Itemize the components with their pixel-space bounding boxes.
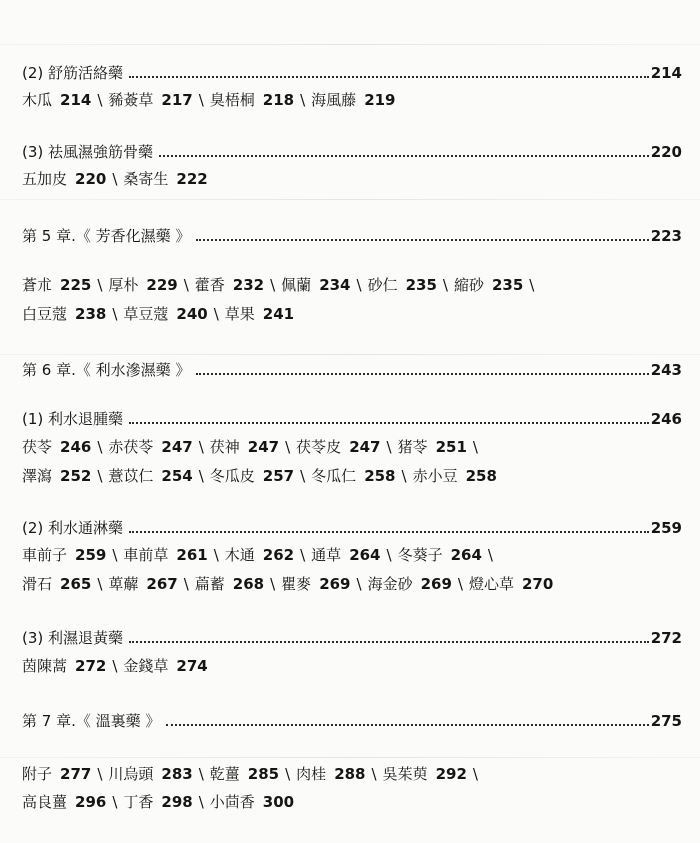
bleed-through-line xyxy=(0,199,700,200)
herb-name: 茵陳蒿 xyxy=(22,657,68,675)
herb-name: 乾薑 xyxy=(209,765,240,783)
herb-page-number: 270 xyxy=(521,575,554,593)
bleed-through-line xyxy=(0,757,700,758)
herb-page-number: 225 xyxy=(60,276,92,294)
herb-name: 桑寄生 xyxy=(123,170,169,188)
entry-separator: \ xyxy=(198,91,204,109)
section-page-number: 272 xyxy=(650,629,682,647)
herb-list-line xyxy=(22,764,682,784)
entry-separator: \ xyxy=(442,276,448,294)
entry-separator: \ xyxy=(112,546,118,564)
chapter-heading[interactable] xyxy=(22,711,682,731)
herb-page-number: 251 xyxy=(435,438,467,456)
herb-name: 小茴香 xyxy=(209,793,255,811)
herb-name: 川烏頭 xyxy=(108,765,154,783)
herb-entry[interactable] xyxy=(22,546,106,564)
herb-page-number: 261 xyxy=(176,546,208,564)
herb-name: 砂仁 xyxy=(367,276,398,294)
herb-entry[interactable] xyxy=(123,793,192,811)
chapter-title: 第 7 章.《 溫裏藥 》 xyxy=(22,712,161,730)
herb-page-number: 257 xyxy=(262,467,295,485)
herb-entry[interactable] xyxy=(108,575,177,593)
herb-list-line xyxy=(22,466,682,486)
herb-name: 冬瓜仁 xyxy=(311,467,357,485)
herb-page-number: 264 xyxy=(450,546,482,564)
entry-separator: \ xyxy=(529,276,535,294)
herb-name: 草豆蔻 xyxy=(123,305,169,323)
herb-entry[interactable] xyxy=(368,276,437,294)
herb-entry[interactable] xyxy=(108,467,192,485)
entry-separator: \ xyxy=(112,657,118,675)
herb-page-number: 222 xyxy=(176,170,208,188)
herb-page-number: 272 xyxy=(75,657,107,675)
herb-name: 縮砂 xyxy=(453,276,484,294)
entry-separator: \ xyxy=(386,438,392,456)
herb-entry[interactable] xyxy=(383,765,467,783)
herb-entry[interactable] xyxy=(413,467,497,485)
entry-separator: \ xyxy=(487,546,493,564)
entry-separator: \ xyxy=(285,438,291,456)
herb-name: 高良薑 xyxy=(22,793,68,811)
entry-separator: \ xyxy=(300,91,306,109)
herb-page-number: 292 xyxy=(435,765,467,783)
herb-page-number: 268 xyxy=(232,575,265,593)
herb-name: 赤茯苓 xyxy=(108,438,154,456)
herb-entry[interactable] xyxy=(454,276,523,294)
herb-entry[interactable] xyxy=(123,170,207,188)
herb-page-number: 247 xyxy=(161,438,193,456)
herb-entry[interactable] xyxy=(22,170,106,188)
entry-separator: \ xyxy=(97,276,103,294)
leader-dots xyxy=(129,76,649,78)
herb-name: 蒼朮 xyxy=(22,276,53,294)
herb-name: 木瓜 xyxy=(22,91,53,109)
herb-entry[interactable] xyxy=(281,575,350,593)
herb-list-line xyxy=(22,656,682,676)
entry-separator: \ xyxy=(270,575,276,593)
herb-name: 車前子 xyxy=(22,546,68,564)
herb-page-number: 235 xyxy=(405,276,437,294)
herb-entry[interactable] xyxy=(296,438,380,456)
entry-separator: \ xyxy=(356,575,362,593)
herb-name: 萹蓄 xyxy=(194,575,225,593)
herb-entry[interactable] xyxy=(22,793,106,811)
section-title: (2) 舒筋活絡藥 xyxy=(22,64,124,82)
section-title: (3) 祛風濕強筋骨藥 xyxy=(22,143,154,161)
herb-name: 赤小豆 xyxy=(412,467,458,485)
leader-dots xyxy=(159,155,649,157)
chapter-page-number: 275 xyxy=(650,712,682,730)
entry-separator: \ xyxy=(97,575,103,593)
chapter-title: 第 5 章.《 芳香化濕藥 》 xyxy=(22,227,191,245)
herb-entry[interactable] xyxy=(311,546,380,564)
entry-separator: \ xyxy=(472,438,478,456)
chapter-heading[interactable] xyxy=(22,360,682,380)
leader-dots xyxy=(129,422,649,424)
herb-page-number: 220 xyxy=(75,170,107,188)
entry-separator: \ xyxy=(183,575,189,593)
entry-separator: \ xyxy=(371,765,377,783)
entry-separator: \ xyxy=(457,575,463,593)
entry-separator: \ xyxy=(112,170,118,188)
herb-name: 澤瀉 xyxy=(22,467,53,485)
herb-entry[interactable] xyxy=(311,91,395,109)
herb-page-number: 283 xyxy=(161,765,193,783)
herb-page-number: 240 xyxy=(176,305,208,323)
herb-entry[interactable] xyxy=(210,467,294,485)
leader-dots xyxy=(166,724,648,726)
herb-page-number: 296 xyxy=(75,793,107,811)
herb-entry[interactable] xyxy=(108,91,192,109)
herb-name: 海風藤 xyxy=(311,91,357,109)
herb-entry[interactable] xyxy=(210,765,279,783)
herb-name: 茯苓皮 xyxy=(296,438,342,456)
herb-name: 木通 xyxy=(224,546,255,564)
bleed-through-line xyxy=(0,44,700,45)
leader-dots xyxy=(196,373,648,375)
herb-name: 薏苡仁 xyxy=(108,467,154,485)
entry-separator: \ xyxy=(112,305,118,323)
herb-name: 臭梧桐 xyxy=(209,91,255,109)
herb-page-number: 269 xyxy=(420,575,452,593)
entry-separator: \ xyxy=(97,438,103,456)
herb-page-number: 217 xyxy=(161,91,193,109)
entry-separator: \ xyxy=(300,467,306,485)
herb-name: 茯神 xyxy=(209,438,240,456)
herb-name: 厚朴 xyxy=(108,276,139,294)
herb-entry[interactable] xyxy=(108,438,192,456)
herb-page-number: 288 xyxy=(334,765,366,783)
herb-page-number: 247 xyxy=(349,438,381,456)
herb-page-number: 218 xyxy=(262,91,295,109)
entry-separator: \ xyxy=(213,546,219,564)
herb-name: 五加皮 xyxy=(22,170,68,188)
entry-separator: \ xyxy=(97,467,103,485)
chapter-page-number: 243 xyxy=(650,361,682,379)
herb-entry[interactable] xyxy=(398,546,482,564)
section-heading[interactable] xyxy=(22,518,682,538)
herb-name: 金錢草 xyxy=(123,657,169,675)
herb-name: 吳茱萸 xyxy=(382,765,428,783)
herb-name: 白豆蔻 xyxy=(22,305,68,323)
herb-entry[interactable] xyxy=(123,305,207,323)
herb-entry[interactable] xyxy=(22,467,91,485)
herb-name: 萆薢 xyxy=(108,575,139,593)
entry-separator: \ xyxy=(270,276,276,294)
entry-separator: \ xyxy=(401,467,407,485)
herb-name: 附子 xyxy=(22,765,53,783)
entry-separator: \ xyxy=(198,467,204,485)
herb-list-line xyxy=(22,792,682,812)
entry-separator: \ xyxy=(386,546,392,564)
section-title: (3) 利濕退黃藥 xyxy=(22,629,124,647)
entry-separator: \ xyxy=(97,765,103,783)
herb-list-line xyxy=(22,574,682,594)
entry-separator: \ xyxy=(472,765,478,783)
herb-entry[interactable] xyxy=(22,575,91,593)
herb-page-number: 298 xyxy=(161,793,193,811)
section-page-number: 246 xyxy=(650,410,682,428)
herb-name: 肉桂 xyxy=(296,765,327,783)
section-title: (1) 利水退腫藥 xyxy=(22,410,124,428)
herb-page-number: 238 xyxy=(75,305,107,323)
section-page-number: 214 xyxy=(650,64,682,82)
herb-name: 藿香 xyxy=(194,276,225,294)
section-heading[interactable] xyxy=(22,142,682,162)
herb-name: 草果 xyxy=(224,305,255,323)
herb-name: 冬瓜皮 xyxy=(209,467,255,485)
herb-list-line xyxy=(22,545,682,565)
entry-separator: \ xyxy=(112,793,118,811)
herb-name: 瞿麥 xyxy=(281,575,312,593)
herb-page-number: 277 xyxy=(60,765,92,783)
herb-page-number: 269 xyxy=(319,575,351,593)
herb-entry[interactable] xyxy=(368,575,452,593)
herb-entry[interactable] xyxy=(296,765,365,783)
herb-entry[interactable] xyxy=(22,276,91,294)
herb-entry[interactable] xyxy=(225,546,294,564)
herb-page-number: 252 xyxy=(60,467,92,485)
entry-separator: \ xyxy=(198,793,204,811)
herb-entry[interactable] xyxy=(195,575,264,593)
herb-page-number: 234 xyxy=(319,276,351,294)
herb-entry[interactable] xyxy=(123,657,207,675)
herb-page-number: 258 xyxy=(364,467,396,485)
herb-page-number: 274 xyxy=(176,657,208,675)
herb-entry[interactable] xyxy=(398,438,467,456)
herb-page-number: 246 xyxy=(60,438,92,456)
entry-separator: \ xyxy=(356,276,362,294)
section-page-number: 259 xyxy=(650,519,682,537)
entry-separator: \ xyxy=(300,546,306,564)
herb-entry[interactable] xyxy=(22,305,106,323)
herb-entry[interactable] xyxy=(22,765,91,783)
chapter-heading[interactable] xyxy=(22,226,682,246)
herb-name: 海金砂 xyxy=(367,575,413,593)
herb-page-number: 219 xyxy=(364,91,396,109)
herb-list-line xyxy=(22,275,682,295)
herb-page-number: 267 xyxy=(146,575,178,593)
herb-entry[interactable] xyxy=(225,305,294,323)
herb-page-number: 235 xyxy=(491,276,524,294)
section-title: (2) 利水通淋藥 xyxy=(22,519,124,537)
herb-entry[interactable] xyxy=(108,765,192,783)
herb-page-number: 254 xyxy=(161,467,193,485)
herb-list-line xyxy=(22,90,682,110)
herb-page-number: 285 xyxy=(247,765,280,783)
herb-entry[interactable] xyxy=(311,467,395,485)
herb-page-number: 264 xyxy=(349,546,381,564)
section-heading[interactable] xyxy=(22,628,682,648)
herb-name: 佩蘭 xyxy=(281,276,312,294)
herb-page-number: 262 xyxy=(262,546,295,564)
chapter-page-number: 223 xyxy=(650,227,682,245)
entry-separator: \ xyxy=(97,91,103,109)
herb-page-number: 300 xyxy=(262,793,295,811)
entry-separator: \ xyxy=(285,765,291,783)
herb-page-number: 229 xyxy=(146,276,178,294)
section-page-number: 220 xyxy=(650,143,682,161)
herb-entry[interactable] xyxy=(281,276,350,294)
herb-name: 冬葵子 xyxy=(397,546,443,564)
herb-list-line xyxy=(22,304,682,324)
herb-entry[interactable] xyxy=(22,91,91,109)
herb-name: 茯苓 xyxy=(22,438,53,456)
herb-name: 丁香 xyxy=(123,793,154,811)
herb-name: 滑石 xyxy=(22,575,53,593)
herb-entry[interactable] xyxy=(22,438,91,456)
herb-page-number: 241 xyxy=(262,305,295,323)
herb-page-number: 247 xyxy=(247,438,280,456)
herb-page-number: 214 xyxy=(60,91,92,109)
section-heading[interactable] xyxy=(22,63,682,83)
herb-entry[interactable] xyxy=(22,657,106,675)
herb-page-number: 258 xyxy=(465,467,497,485)
herb-list-line xyxy=(22,437,682,457)
entry-separator: \ xyxy=(198,765,204,783)
herb-entry[interactable] xyxy=(108,276,177,294)
bleed-through-line xyxy=(0,354,700,355)
herb-name: 豨薟草 xyxy=(108,91,154,109)
herb-list-line xyxy=(22,169,682,189)
herb-name: 車前草 xyxy=(123,546,169,564)
entry-separator: \ xyxy=(213,305,219,323)
herb-name: 通草 xyxy=(311,546,342,564)
herb-entry[interactable] xyxy=(123,546,207,564)
herb-page-number: 232 xyxy=(232,276,265,294)
herb-page-number: 265 xyxy=(60,575,92,593)
chapter-title: 第 6 章.《 利水滲濕藥 》 xyxy=(22,361,191,379)
herb-entry[interactable] xyxy=(195,276,264,294)
herb-entry[interactable] xyxy=(210,438,279,456)
entry-separator: \ xyxy=(183,276,189,294)
entry-separator: \ xyxy=(198,438,204,456)
herb-name: 燈心草 xyxy=(468,575,514,593)
leader-dots xyxy=(129,531,649,533)
herb-page-number: 259 xyxy=(75,546,107,564)
leader-dots xyxy=(129,641,649,643)
section-heading[interactable] xyxy=(22,409,682,429)
herb-entry[interactable] xyxy=(210,91,294,109)
herb-name: 猪苓 xyxy=(397,438,428,456)
leader-dots xyxy=(196,239,648,241)
herb-entry[interactable] xyxy=(210,793,294,811)
herb-entry[interactable] xyxy=(469,575,553,593)
